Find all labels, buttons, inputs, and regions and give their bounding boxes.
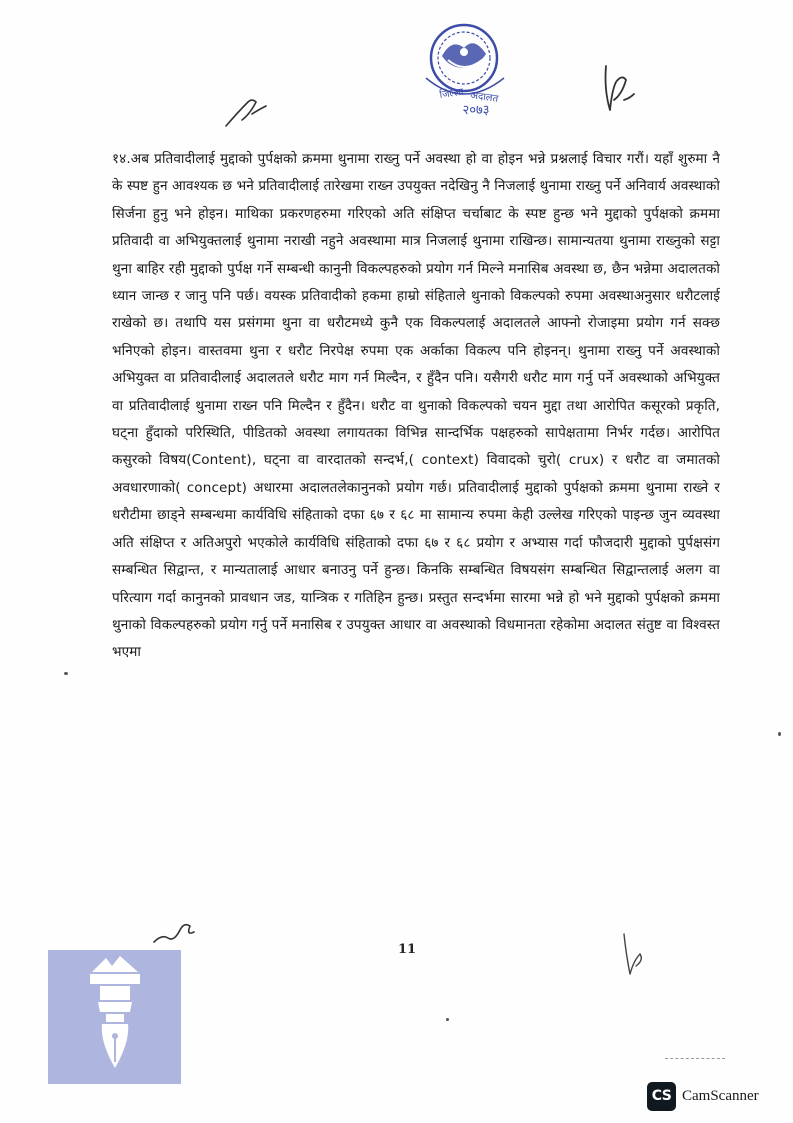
watermark-pen-logo: [48, 950, 181, 1084]
signature-mark-left-top: [222, 92, 272, 132]
judgment-body-text: [112, 146, 720, 946]
camscanner-label: CamScanner: [682, 1087, 759, 1104]
seal-year: २०७३: [462, 103, 490, 118]
scan-speck: [64, 672, 68, 675]
signature-mark-top-right: [592, 60, 642, 120]
svg-text:अदालत: अदालत: [469, 90, 499, 105]
camscanner-badge: [647, 1080, 777, 1112]
page-number: 11: [397, 942, 417, 957]
scan-line-artifact: [665, 1058, 725, 1060]
scan-speck: [778, 732, 781, 736]
scan-speck: [446, 1018, 449, 1021]
camscanner-icon: CS: [647, 1082, 676, 1111]
paragraph-14: १४.अब प्रतिवादीलाई मुद्दाको पुर्पक्षको क्रममा थुनामा राख्नु पर्ने अवस्था हो वा होइन भन्ने प्रश्नलाई विचार गरौं। यहाँ शुरुमा नै के स्पष्ट हुन आवश्यक छ भने प्रतिवादीलाई तारेखमा राख्न उपयुक्त नदेखिनु नै निजलाई थुनामा राख्नु पर्ने अनिवार्य अवस्थाको सिर्जना हुनु भने होइन। माथिका प्रकरणहरुमा गरिएको अति संक्षिप्त चर्चाबाट के स्पष्ट हुन्छ भने मुद्दाको पुर्पक्षको क्रममा प्रतिवादी वा अभियुक्तलाई थुनामा नराखी नहुने अवस्थामा मात्र निजलाई थुनामा राखिन्छ। सामान्यतया थुनामा राख्नुको सट्टा थुना बाहिर रही मुद्दाको पुर्पक्ष गर्ने सम्बन्धी कानुनी विकल्पहरुको प्रयोग गर्न मिल्ने मनासिब अवस्था छ, छैन भन्नेमा अदालतको ध्यान जान्छ र जानु पनि पर्छ। वयस्क प्रतिवादीको हकमा हाम्रो संहिताले थुनाको विकल्पको रुपमा अवस्थाअनुसार धरौटलाई राखेको छ। तथापि यस प्रसंगमा थुना वा धरौटमध्ये कुनै एक विकल्पलाई अदालतले आफ्नो रोजाइमा प्रयोग गर्न सक्छ भनिएको होइन। वास्तवमा थुना र धरौट निरपेक्ष रुपमा एक अर्काका विकल्प पनि होइनन्। थुनामा राख्नु पर्ने अवस्थाको अभियुक्त वा प्रतिवादीलाई अदालतले धरौट माग गर्न मिल्दैन, र हुँदैन पनि। यसैगरी धरौट माग गर्नु पर्ने अवस्थाको अभियुक्त वा प्रतिवादीलाई थुनामा राख्न पनि मिल्दैन र हुँदैन। धरौट वा थुनाको विकल्पको चयन मुद्दा तथा आरोपित कसूरको प्रकृति, घट्ना हुँदाको परिस्थिति, पीडितको अवस्था लगायतका विभिन्न सान्दर्भिक पक्षहरुको सापेक्षतामा निर्भर गर्दछ। आरोपित कसुरको विषय(Content), घट्ना वा वारदातको सन्दर्भ,( context) विवादको चुरो( crux) र धरौट वा जमातको अवधारणाको( concept) अधारमा अदालतलेकानुनको प्रयोग गर्छ। प्रतिवादीलाई मुद्दाको पुर्पक्षको क्रममा थुनामा राख्ने र धरौटीमा छाड्ने सम्बन्धमा कार्यविधि संहिताको दफा ६७ र ६८ मा सामान्य रुपमा केही उल्लेख गरिएको पाइन्छ जुन व्यवस्था अति संक्षिप्त र अतिअपुरो भएकोले कार्यविधि संहिताको दफा ६७ र ६८ प्रयोग र अभ्यास गर्दा फौजदारी मुद्दाको पुर्पक्षसंग सम्बन्धित सिद्वान्त, र मान्यतालाई आधार बनाउनु पर्ने हुन्छ। किनकि सम्बन्धित विषयसंग सम्बन्धित सिद्वान्तलाई अलग वा परित्याग गर्दा कानुनको प्रावधान जड, यान्त्रिक र गतिहिन हुन्छ। प्रस्तुत सन्दर्भमा सारमा भन्ने हो भने मुद्दाको पुर्पक्षको क्रममा थुनाको विकल्पहरुको प्रयोग गर्नु पर्ने मनासिब र उपयुक्त आधार वा अवस्थाको विधमानता रहेकोमा अदालत संतुष्ट वा विश्वस्त भएमा: [112, 151, 720, 661]
svg-text:जिल्ला: जिल्ला: [438, 86, 465, 101]
